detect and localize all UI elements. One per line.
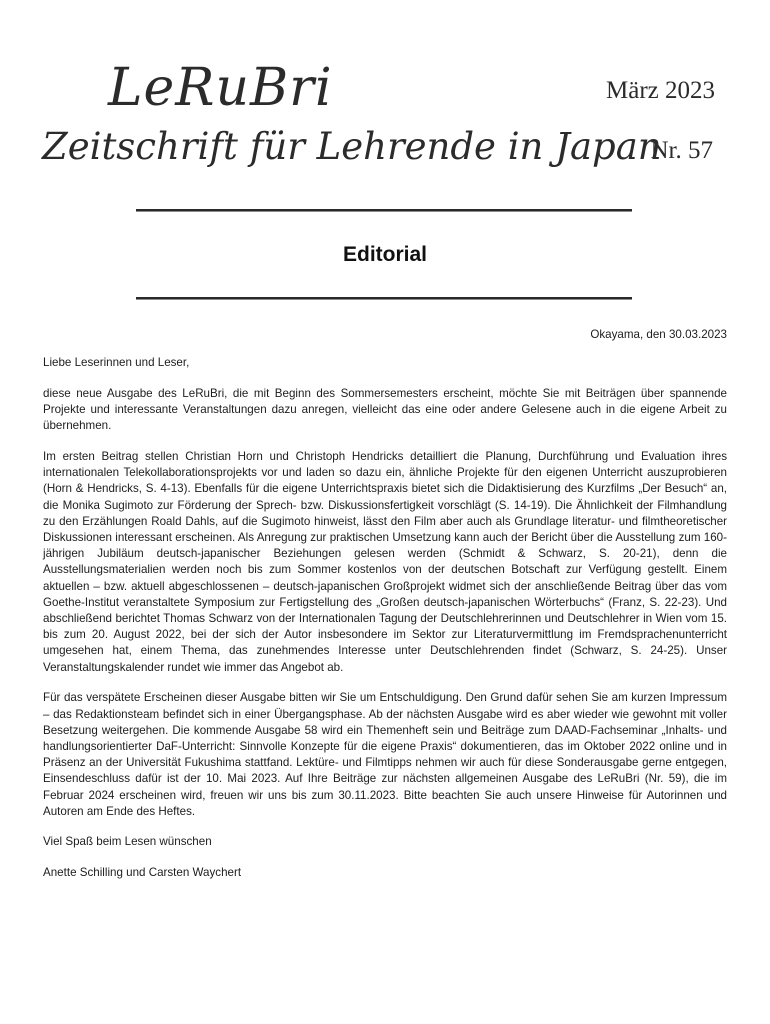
place-date: Okayama, den 30.03.2023 xyxy=(590,328,727,341)
top-divider xyxy=(136,209,632,211)
issue-date: März 2023 xyxy=(606,77,715,104)
journal-subtitle: Zeitschrift für Lehrende in Japan xyxy=(42,125,662,168)
salutation: Liebe Leserinnen und Leser, xyxy=(43,356,190,370)
journal-brand-title: LeRuBri xyxy=(108,58,333,118)
editorial-body xyxy=(43,327,727,896)
section-title: Editorial xyxy=(342,243,427,266)
bottom-divider xyxy=(136,297,632,299)
issue-number: Nr. 57 xyxy=(650,137,713,164)
signature: Anette Schilling und Carsten Waychert xyxy=(43,866,242,880)
paragraph-intro: diese neue Ausgabe des LeRuBri, die mit Beginn des Sommersemesters erscheint, möchte Sie mit Beiträgen über spannende Projekte und interessante Veranstaltungen dazu anregen, vielleicht das eine oder andere Gelesene auch in die eigene Arbeit zu übernehmen. xyxy=(43,386,727,433)
paragraph-contents: Im ersten Beitrag stellen Christian Horn und Christoph Hendricks detailliert die Planung, Durchführung und Evaluation ihres internationalen Telekollaborationsprojekts vor und laden so dazu ein, ähnliche Projekte für den eigenen Unterricht auszuprobieren (Horn & Hendricks, S. 4-13). Ebenfalls für die eigene Unterrichtspraxis bietet sich die Didaktisierung des Kurzfilms „Der Besuch“ an, die Monika Sugimoto zur Förderung der Sprech- bzw. Diskussionsfertigkeit vorschlägt (S. 14-19). Die Ähnlichkeit der Filmhandlung zu den Erzählungen Roald Dahls, auf die Sugimoto hinweist, lässt den Film aber auch als Grundlage literatur- und filmtheoretischer Diskussionen interessant erscheinen. Als Anregung zur praktischen Umsetzung kann auch der Bericht über die Ausstellung zum 160-jährigen Jubiläum deutsch-japanischer Beziehungen gelesen werden (Schmidt & Schwarz, S. 20-21), denn die Ausstellungsmaterialien werden noch bis zum Sommer kostenlos von der deutschen Botschaft zur Verfügung gestellt. Einem aktuellen – bzw. aktuell abgeschlossenen – deutsch-japanischen Großprojekt widmet sich der anschließende Beitrag über das vom Goethe-Institut veranstaltete Symposium zur Fertigstellung des „Großen deutsch-japanischen Wörterbuchs“ (Franz, S. 22-23). Und abschließend berichtet Thomas Schwarz von der Internationalen Tagung der Deutschlehrerinnen und Deutschlehrer in Wien vom 15. bis zum 20. August 2022, bei der sich der Autor insbesondere im Sektor zur Literaturvermittlung im Fremdsprachenunterricht umgesehen hat, einem Thema, das zunehmendes Interesse unter Deutschlehrenden findet (Schwarz, S. 24-25). Unser Veranstaltungskalender rundet wie immer das Angebot ab. xyxy=(43,450,727,674)
closing: Viel Spaß beim Lesen wünschen xyxy=(43,835,212,849)
paragraph-notice: Für das verspätete Erscheinen dieser Ausgabe bitten wir Sie um Entschuldigung. Den Grund dafür sehen Sie am kurzen Impressum – das Redaktionsteam befindet sich in einer Übergangsphase. Ab der nächsten Ausgabe wird es aber wieder wie gewohnt mit voller Besetzung weitergehen. Die kommende Ausgabe 58 wird ein Themenheft sein und Beiträge zum DAAD-Fachseminar „Inhalts- und handlungsorientierter DaF-Unterricht: Sinnvolle Konzepte für die eigene Praxis“ dokumentieren, das im Oktober 2022 online und in Präsenz an der Universität Fukushima stattfand. Lektüre- und Filmtipps nehmen wir auch für diese Sonderausgabe gerne entgegen, Einsendeschluss dafür ist der 10. Mai 2023. Auf Ihre Beiträge zur nächsten allgemeinen Ausgabe des LeRuBri (Nr. 59), die im Februar 2024 erscheinen wird, freuen wir uns bis zum 30.11.2023. Bitte beachten Sie auch unsere Hinweise für Autorinnen und Autoren am Ende des Heftes. xyxy=(43,691,727,818)
